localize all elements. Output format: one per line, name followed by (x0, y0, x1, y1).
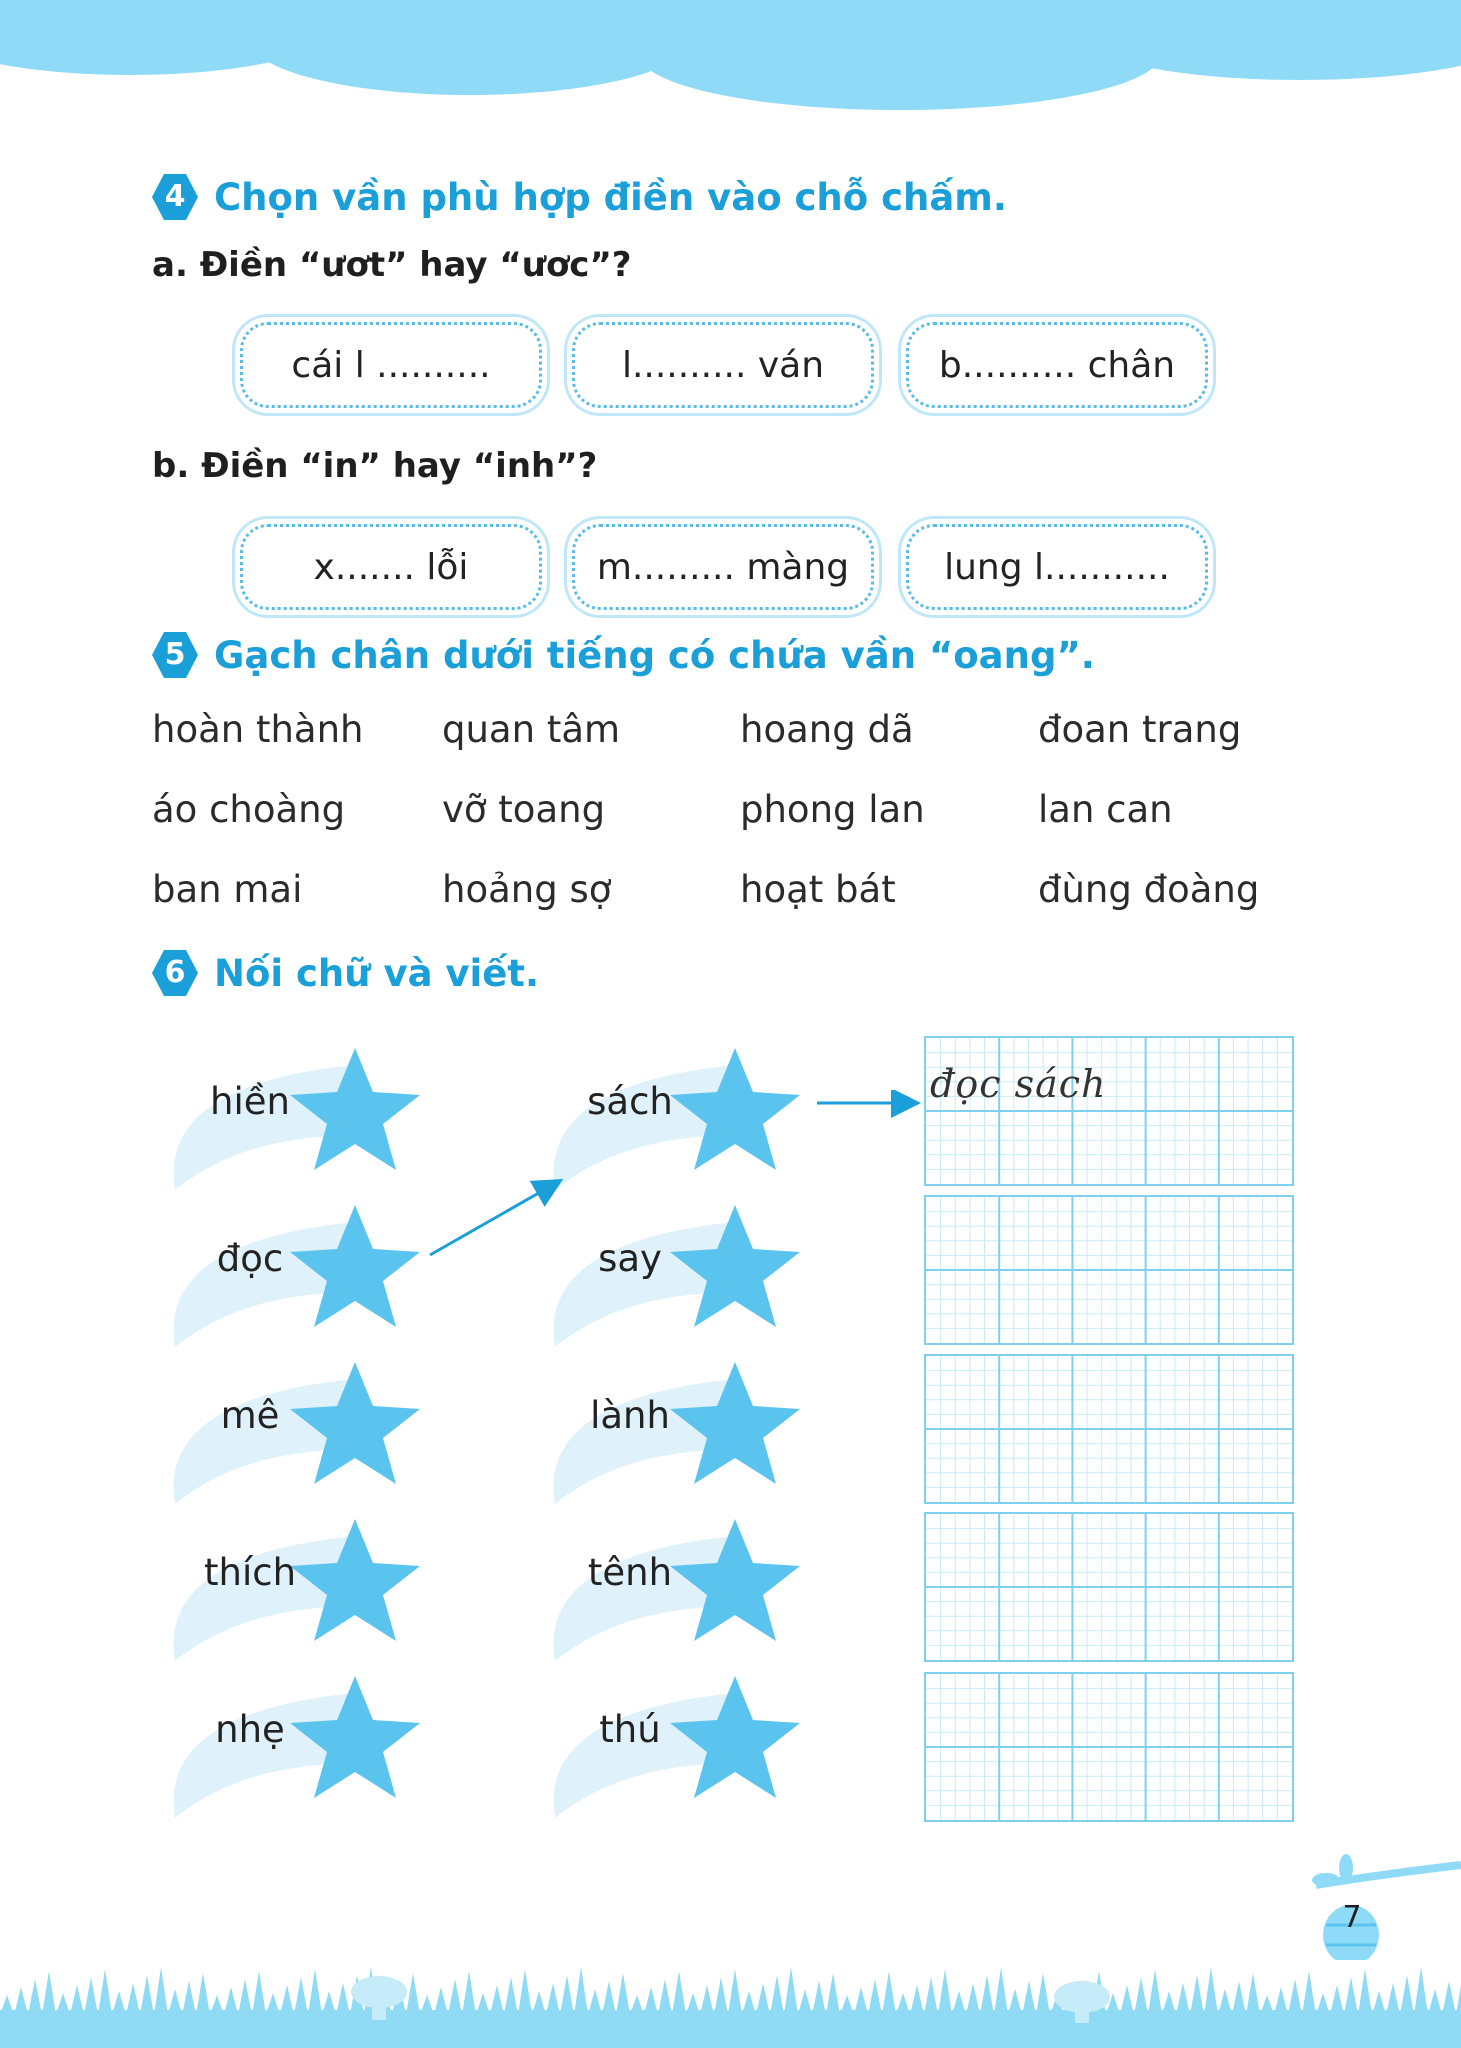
fill-box[interactable] (572, 322, 874, 408)
connection-arrow (420, 1080, 570, 1280)
number-badge: 5 (150, 630, 200, 680)
section-4-title: Chọn vần phù hợp điền vào chỗ chấm. (214, 175, 1007, 219)
fill-text: lung l........... (944, 546, 1170, 588)
fill-text: m......... màng (596, 546, 850, 588)
star-word[interactable] (135, 1511, 435, 1651)
word-item[interactable]: phong lan (740, 788, 925, 831)
star-word-label: thú (599, 1708, 661, 1751)
word-item[interactable]: đoan trang (1038, 708, 1242, 751)
word-item[interactable]: vỡ toang (442, 788, 606, 831)
word-item[interactable]: quan tâm (442, 708, 621, 751)
section-5-title: Gạch chân dưới tiếng có chứa vần “oang”. (214, 633, 1095, 677)
fill-box[interactable] (572, 524, 874, 610)
fill-box[interactable] (240, 524, 542, 610)
word-item[interactable]: lan can (1038, 788, 1173, 831)
star-word-label: nhẹ (215, 1708, 285, 1751)
fill-text: b.......... chân (938, 344, 1176, 386)
section-5-heading (150, 630, 1095, 680)
star-word-label: mê (220, 1394, 280, 1437)
word-item[interactable]: hoạt bát (740, 868, 896, 911)
number-badge: 6 (150, 948, 200, 998)
star-word[interactable] (135, 1040, 435, 1180)
word-item[interactable]: ban mai (152, 868, 303, 911)
writing-grid[interactable] (924, 1195, 1294, 1345)
part-b-label: b. Điền “in” hay “inh”? (152, 446, 598, 486)
page-number: 7 (1342, 1900, 1362, 1935)
writing-grid[interactable] (924, 1036, 1294, 1186)
connection-arrow (815, 1090, 925, 1120)
star-word[interactable] (515, 1354, 815, 1494)
star-word[interactable] (515, 1511, 815, 1651)
fill-box[interactable] (240, 322, 542, 408)
fill-box[interactable] (906, 322, 1208, 408)
star-word[interactable] (135, 1668, 435, 1808)
star-word-label: thích (203, 1551, 297, 1594)
example-writing: đọc sách (930, 1062, 1107, 1106)
word-item[interactable]: hoảng sợ (442, 868, 612, 911)
star-word-label: say (598, 1237, 662, 1280)
word-item[interactable]: áo choàng (152, 788, 346, 831)
grass-footer (0, 1880, 1461, 2048)
section-6-title: Nối chữ và viết. (214, 951, 540, 995)
fill-box[interactable] (906, 524, 1208, 610)
fill-text: cái l .......... (291, 344, 491, 386)
star-word-label: lành (590, 1394, 670, 1437)
star-word-label: sách (587, 1080, 673, 1123)
word-item[interactable]: hoang dã (740, 708, 914, 751)
writing-grid[interactable] (924, 1672, 1294, 1822)
writing-grid[interactable] (924, 1512, 1294, 1662)
star-word-label: hiền (210, 1080, 290, 1123)
cloud-banner (0, 0, 1461, 120)
fill-text: l.......... ván (621, 344, 825, 386)
word-item[interactable]: đùng đoàng (1038, 868, 1260, 911)
star-word[interactable] (515, 1668, 815, 1808)
word-item[interactable]: hoàn thành (152, 708, 364, 751)
fill-text: x....... lỗi (313, 546, 469, 588)
part-a-label: a. Điền “ươt” hay “ươc”? (152, 245, 632, 285)
number-badge: 4 (150, 172, 200, 222)
star-word[interactable] (135, 1197, 435, 1337)
section-4-heading (150, 172, 1007, 222)
writing-grid[interactable] (924, 1354, 1294, 1504)
star-word[interactable] (135, 1354, 435, 1494)
section-6-heading (150, 948, 539, 998)
star-word-label: tênh (587, 1551, 673, 1594)
star-word-label: đọc (216, 1237, 284, 1280)
